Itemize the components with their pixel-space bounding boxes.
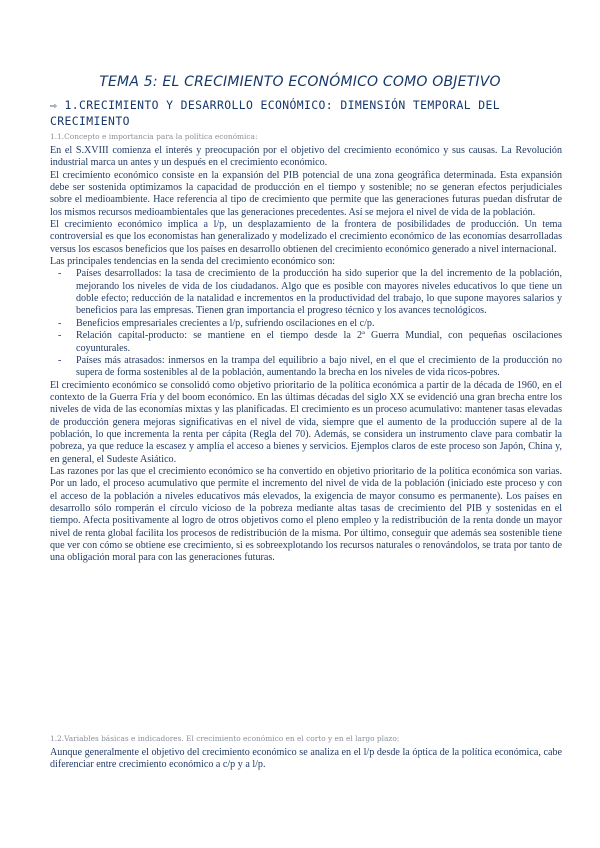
paragraph: Aunque generalmente el objetivo del crecimiento económico se analiza en el l/p desde la óptica de la política económica, cabe diferenciar entre crecimiento económico a c/p y a l/p.: [50, 747, 562, 771]
trends-list: [50, 268, 562, 379]
list-item: - Beneficios empresariales crecientes a l/p, sufriendo oscilaciones en el c/p.: [50, 318, 562, 330]
paragraph: El crecimiento económico implica a l/p, un desplazamiento de la frontera de posibilidades de producción. Un tema controversial es que los economistas han generalizado y modelizado el crecimiento económico de las economías desarrolladas versus los escasos beneficios que los países en desarrollo obtienen del crecimiento económico generado a nivel internacional.: [50, 219, 562, 255]
paragraph: En el S.XVIII comienza el interés y preocupación por el objetivo del crecimiento económico y sus causas. La Revolución industrial marca un antes y un después en el crecimiento económico.: [50, 145, 562, 169]
section-heading: [50, 97, 560, 129]
paragraph: El crecimiento económico consiste en la expansión del PIB potencial de una zona geográfica determinada. Esta expansión debe ser sostenida optimizamos la capacidad de producción en el tiempo y sostenible; no se generan efectos perjudiciales sobre el medioambiente. Hace referencia al tipo de crecimiento que permite que las generaciones futuras puedan disfrutar de los mismos recursos medioambientales que las generaciones precedentes. Así se mejora el nivel de vida de la población.: [50, 169, 562, 218]
list-item: - Países más atrasados: inmersos en la trampa del equilibrio a bajo nivel, en el que el crecimiento de la producción no supera de forma sostenibles al de la población, aumentando la brecha en los niveles de vida ricos-pobres.: [50, 355, 562, 380]
paragraph: Las razones por las que el crecimiento económico se ha convertido en objetivo prioritario de la política económica son varias. Por un lado, el proceso acumulativo que permite el incremento del nivel de vida de la población (iniciado este proceso y con el acceso de la población a niveles educativos más elevados, la exigencia de mayor consumo es permanente). Los países en desarrollo sólo romperán el círculo vicioso de la pobreza mediante altas tasas de crecimiento del PIB y sostenidas en el tiempo. Afecta positivamente al logro de otros objetivos como el pleno empleo y la redistribución de la renta donde un mayor nivel de renta global facilita los procesos de redistribución de la misma. Por último, conseguir que además sea sostenible tiene que ver con cómo se obtiene ese crecimiento, si es sobreexplotando los recursos naturales o renovándolos, se trata por tanto de una obligación moral para con las generaciones futuras.: [50, 465, 562, 564]
paragraph: El crecimiento económico se consolidó como objetivo prioritario de la política económica a partir de la década de 1960, en el contexto de la Guerra Fría y del boom económico. En las últimas décadas del siglo XX se evidenció una gran brecha entre los niveles de vida de las economías mixtas y las planificadas. El crecimiento es un proceso acumulativo: mantener tasas elevadas de producción genera mejoras significativas en el nivel de vida, siempre que el aumento de la producción supere al de la población, lo que incrementa la renta per cápita (Regla del 70). Además, se considera un instrumento clave para combatir la pobreza, ya que reduce la escasez y amplía el acceso a bienes y servicios. Ejemplos claros de este proceso son Japón, China y, en general, el Sudeste Asiático.: [50, 379, 562, 465]
subsection-heading-1-2: 1.2.Variables básicas e indicadores. El crecimiento económico en el corto y en el largo plazo:: [50, 734, 400, 743]
section-1-1-body: [50, 145, 562, 565]
section-heading-text: 1.CRECIMIENTO Y DESARROLLO ECONÓMICO: DIMENSIÓN TEMPORAL DEL CRECIMIENTO: [50, 98, 500, 128]
section-1-2-body: [50, 747, 562, 772]
list-item: - Relación capital-producto: se mantiene en el tiempo desde la 2ª Guerra Mundial, con pequeñas oscilaciones coyunturales.: [50, 330, 562, 355]
arrow-icon: ⇨: [50, 98, 58, 112]
list-item: - Países desarrollados: la tasa de crecimiento de la producción ha sido superior que la del incremento de la población, mejorando los niveles de vida de los ciudadanos. Algo que es posible con mayores niveles educativos lo que tiene un doble efecto; reducción de la natalidad e incrementos en la productividad del trabajo, lo que supone mayores salarios y beneficios para las empresas. Tienen gran importancia el progreso técnico y los avances tecnológicos.: [50, 268, 562, 317]
page-title: TEMA 5: EL CRECIMIENTO ECONÓMICO COMO OBJETIVO: [99, 74, 501, 90]
paragraph: Las principales tendencias en la senda del crecimiento económico son:: [50, 256, 336, 268]
subsection-heading-1-1: 1.1.Concepto e importancia para la política económica:: [50, 132, 258, 141]
